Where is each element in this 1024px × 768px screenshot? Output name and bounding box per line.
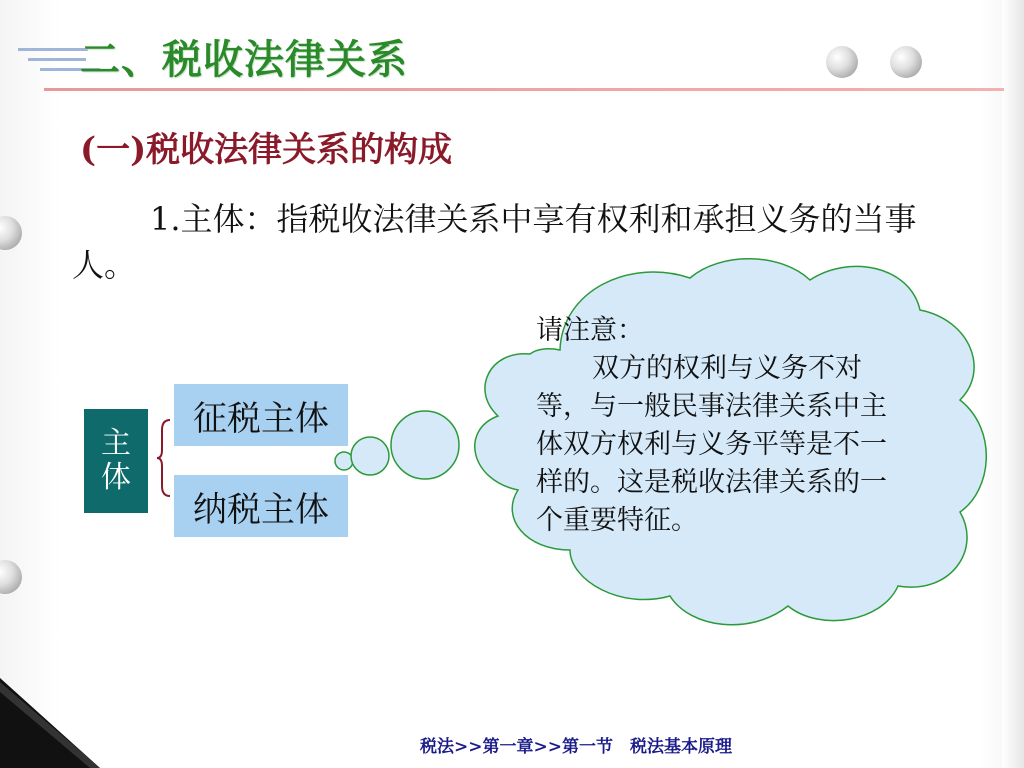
taxing-subject-box: 征税主体 [174,384,348,446]
note-body: 双方的权利与义务不对等，与一般民事法律关系中主体双方权利与义务平等是不一样的。这是税收法律关系的一个重要特征。 [536,353,887,536]
decorative-sphere [0,216,22,250]
subject-definition-text: 1.主体：指税收法律关系中享有权利和承担义务的当事人。 [72,200,917,284]
slide-title: 二、税收法律关系 [80,36,408,83]
note-heading: 请注意： [536,315,644,346]
decorative-sphere [890,46,922,78]
subject-label-line2: 体 [101,460,131,495]
curly-brace-icon [156,418,172,498]
decorative-line [28,58,86,61]
decorative-line [18,48,88,51]
footer-breadcrumb: 税法>>第一章>>第一节 税法基本原理 [420,737,732,757]
taxpayer-subject-box: 纳税主体 [174,475,348,537]
cloud-bubbles [335,411,459,479]
subject-label [100,427,132,495]
decorative-sphere [0,560,22,594]
decorative-sphere [826,46,858,78]
subject-label-box [84,409,148,513]
cloud-note [536,312,894,540]
section-heading: (一)税收法律关系的构成 [80,130,453,170]
subject-label-line1: 主 [101,426,131,461]
title-underline [44,88,1004,91]
corner-triangle-decoration [0,678,110,768]
